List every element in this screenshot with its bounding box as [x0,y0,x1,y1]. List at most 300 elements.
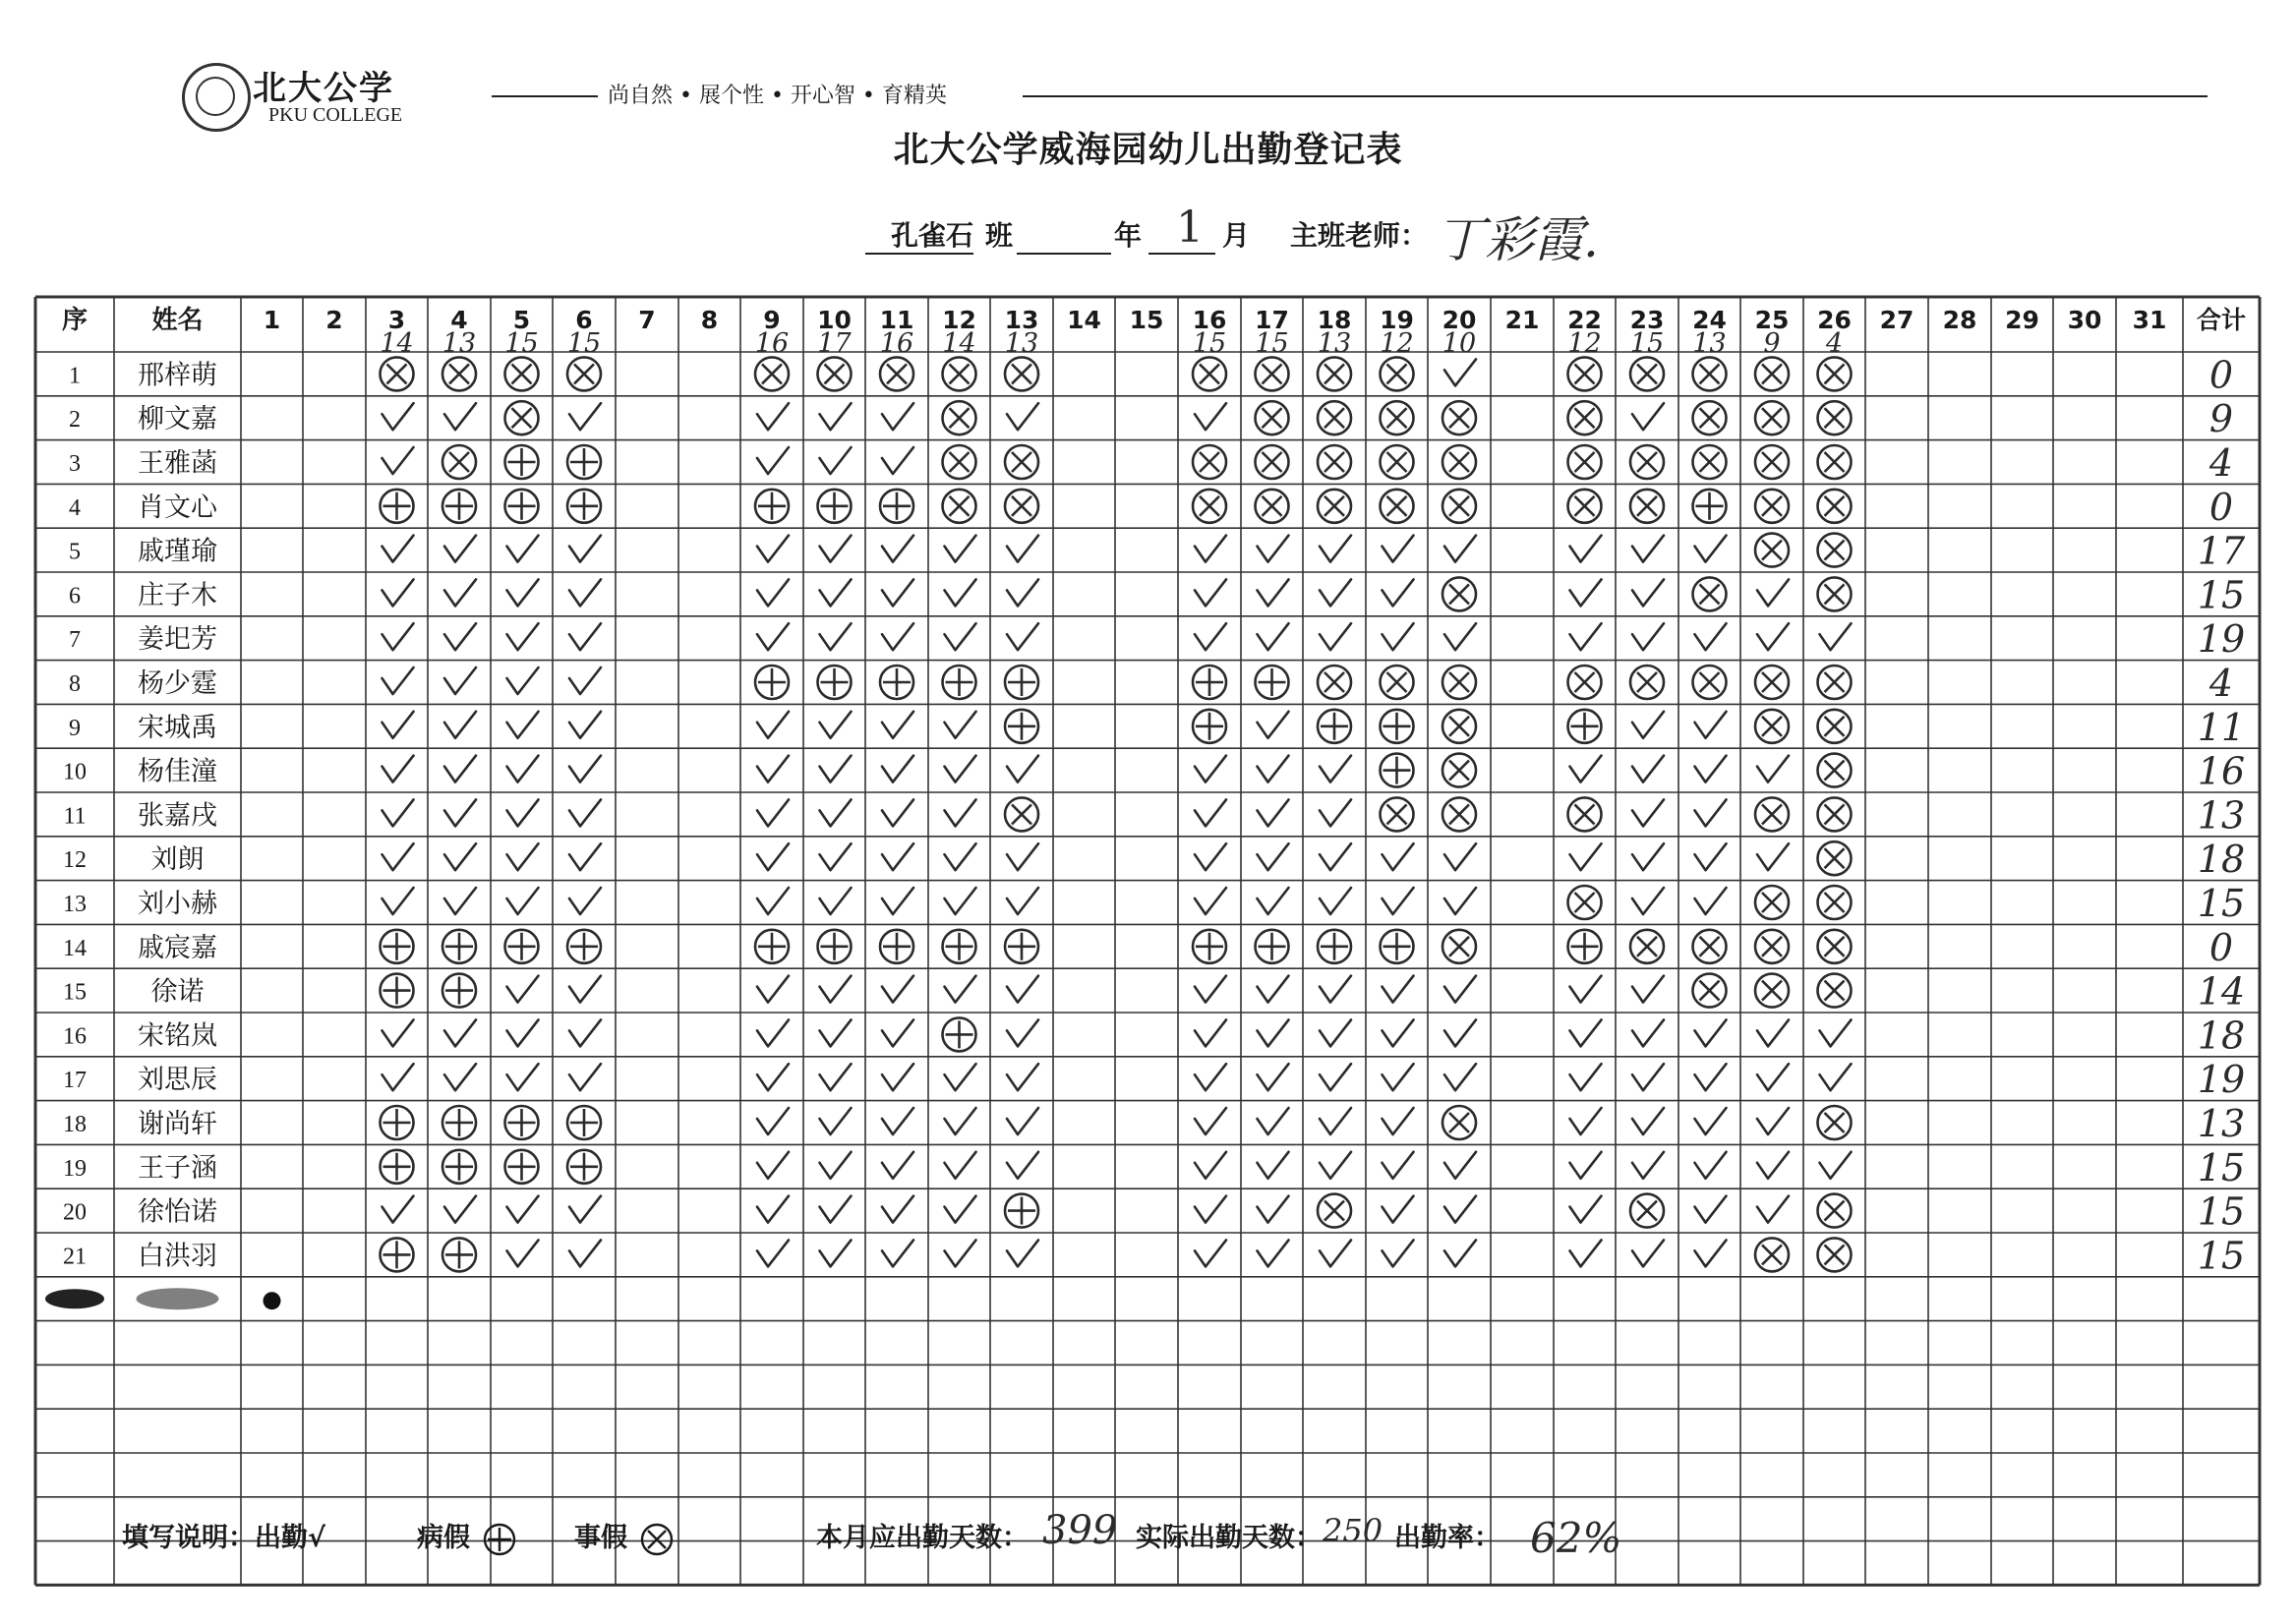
present-check-icon [444,1019,476,1046]
present-check-icon [1757,1152,1789,1179]
personal-leave-icon [1755,974,1789,1008]
present-check-icon [757,756,789,783]
student-name: 柳文嘉 [138,404,217,435]
personal-leave-icon [1381,357,1414,390]
present-check-icon [882,799,913,826]
personal-leave-icon [1442,666,1476,699]
sick-leave-icon [381,1238,414,1271]
present-check-icon [1695,1108,1727,1134]
redaction-mark [137,1288,219,1309]
personal-leave-icon [1005,490,1038,523]
present-check-icon [1757,1019,1789,1046]
present-check-icon [1632,1108,1664,1134]
personal-leave-icon [1318,490,1351,523]
header-day: 20 [1442,306,1477,334]
present-check-icon [757,403,789,430]
present-check-icon [569,623,601,650]
daily-count: 15 [504,328,539,359]
personal-leave-icon [1442,401,1476,435]
header-total: 合计 [2196,306,2247,334]
present-check-icon [1258,1196,1289,1223]
present-check-icon [383,403,414,430]
personal-leave-icon [1693,357,1727,390]
present-check-icon [945,712,976,738]
present-check-icon [757,843,789,870]
student-name: 王雅菡 [138,448,217,479]
personal-leave-icon [943,445,976,479]
present-check-icon [882,1196,913,1223]
row-total: 18 [2197,838,2246,882]
present-check-icon [507,623,539,650]
present-check-icon [1258,712,1289,738]
header-day: 9 [763,306,781,334]
personal-leave-icon [1818,710,1852,743]
present-check-icon [757,447,789,474]
present-check-icon [1570,1152,1602,1179]
present-check-icon [444,799,476,826]
present-check-icon [1820,623,1852,650]
personal-leave-icon [1005,445,1038,479]
present-check-icon [1695,756,1727,783]
sick-leave-icon [442,1106,476,1139]
personal-leave-icon [1568,886,1602,919]
month-label: 月 [1222,219,1251,252]
personal-leave-icon [1630,357,1664,390]
sick-leave-icon [1568,930,1602,963]
present-check-icon [1195,1108,1226,1134]
present-check-icon [1320,1152,1351,1179]
header-day: 11 [879,306,914,334]
redaction-mark [264,1292,281,1309]
present-check-icon [1444,1064,1476,1090]
personal-leave-icon [1818,490,1852,523]
header-day: 30 [2067,306,2102,334]
personal-leave-icon [1381,445,1414,479]
row-total: 0 [2208,485,2234,529]
present-check-icon [1007,1108,1038,1134]
present-check-icon [945,1108,976,1134]
present-check-icon [945,799,976,826]
sick-leave-icon [943,1017,976,1051]
present-check-icon [1632,1064,1664,1090]
present-check-icon [569,799,601,826]
header-day: 21 [1504,306,1540,334]
present-check-icon [882,712,913,738]
present-check-icon [1320,536,1351,562]
present-check-icon [1007,403,1038,430]
student-name: 戚宸嘉 [138,932,217,963]
present-check-icon [1258,976,1289,1003]
student-name: 邢梓萌 [138,360,217,391]
present-check-icon [945,536,976,562]
present-check-icon [1695,1019,1727,1046]
personal-leave-icon [1818,666,1852,699]
personal-leave-icon [1818,930,1852,963]
present-check-icon [1444,1019,1476,1046]
personal-leave-icon [1755,930,1789,963]
present-check-icon [444,1064,476,1090]
sick-leave-icon [1005,1194,1038,1228]
personal-leave-icon [1381,401,1414,435]
attendance-rate-label: 出勤率： [1394,1523,1501,1553]
present-check-icon [882,623,913,650]
row-total: 11 [2197,705,2246,749]
personal-leave-icon [1568,797,1602,831]
sick-leave-icon [381,1106,414,1139]
sick-leave-icon [755,490,789,523]
present-check-icon [820,403,852,430]
present-check-icon [1195,1152,1226,1179]
present-check-icon [1632,1152,1664,1179]
present-check-icon [1195,623,1226,650]
present-check-icon [945,843,976,870]
header-day: 29 [2005,306,2039,334]
present-check-icon [1258,1152,1289,1179]
present-check-icon [1444,536,1476,562]
present-check-icon [1320,1064,1351,1090]
header-day: 7 [638,306,656,334]
present-check-icon [882,756,913,783]
row-number: 1 [69,363,81,389]
personal-leave-icon [1755,797,1789,831]
present-check-icon [820,623,852,650]
present-check-icon [444,888,476,914]
present-check-icon [945,623,976,650]
present-check-icon [1632,976,1664,1003]
present-check-icon [1632,712,1664,738]
present-check-icon [569,1196,601,1223]
present-check-icon [1632,579,1664,606]
legend-sick-label: 病假 [417,1523,470,1553]
personal-leave-icon [1818,577,1852,610]
personal-leave-icon [1818,357,1852,390]
sick-leave-icon [1381,710,1414,743]
personal-leave-icon [1005,797,1038,831]
daily-count: 13 [1317,328,1352,359]
row-number: 3 [69,451,81,477]
personal-leave-icon [1256,445,1289,479]
expected-days-value: 399 [1042,1508,1118,1553]
personal-leave-icon [1568,357,1602,390]
present-check-icon [882,976,913,1003]
present-check-icon [507,1196,539,1223]
daily-count: 9 [1763,328,1781,359]
present-check-icon [1695,1196,1727,1223]
personal-leave-icon [1693,445,1727,479]
present-check-icon [507,579,539,606]
daily-count: 14 [380,328,414,359]
student-name: 白洪羽 [138,1241,217,1272]
personal-leave-icon [1256,357,1289,390]
header-day: 17 [1255,306,1289,334]
row-total: 13 [2197,793,2246,838]
sick-leave-icon [505,1106,539,1139]
present-check-icon [1695,536,1727,562]
slogan-text: 尚自然 • 展个性 • 开心智 • 育精英 [602,79,953,109]
sick-leave-icon [483,1523,516,1556]
present-check-icon [1757,1064,1789,1090]
present-check-icon [1320,623,1351,650]
present-check-icon [1757,1108,1789,1134]
personal-leave-icon [1693,974,1727,1008]
present-check-icon [820,536,852,562]
personal-leave-icon [1818,401,1852,435]
personal-leave-icon [1442,577,1476,610]
daily-count: 14 [942,328,976,359]
personal-leave-icon [1568,490,1602,523]
present-check-icon [1195,1196,1226,1223]
personal-leave-icon [943,401,976,435]
row-number: 21 [63,1244,87,1270]
present-check-icon [882,1108,913,1134]
present-check-icon [882,1019,913,1046]
header-day: 25 [1754,306,1790,334]
present-check-icon [945,1064,976,1090]
row-total: 0 [2208,925,2234,969]
present-check-icon [1383,843,1414,870]
present-check-icon [1320,976,1351,1003]
present-check-icon [820,1064,852,1090]
present-check-icon [882,536,913,562]
student-name: 徐诺 [150,976,205,1008]
present-check-icon [820,1196,852,1223]
sick-leave-icon [505,1150,539,1184]
present-check-icon [1383,976,1414,1003]
personal-leave-icon [1630,666,1664,699]
present-check-icon [757,888,789,914]
personal-leave-icon [943,490,976,523]
present-check-icon [820,756,852,783]
personal-leave-icon [1381,797,1414,831]
header-day: 12 [942,306,976,334]
present-check-icon [820,799,852,826]
present-check-icon [1632,888,1664,914]
present-check-icon [882,888,913,914]
present-check-icon [1570,1196,1602,1223]
personal-leave-icon [1693,930,1727,963]
personal-leave-icon [1318,666,1351,699]
daily-count: 12 [1567,328,1602,359]
sick-leave-icon [818,930,852,963]
present-check-icon [383,1019,414,1046]
daily-count: 15 [566,328,602,359]
redaction-mark [45,1289,104,1308]
present-check-icon [1570,623,1602,650]
present-check-icon [1695,888,1727,914]
header-day: 28 [1942,306,1977,334]
personal-leave-icon [1256,401,1289,435]
present-check-icon [1820,1152,1852,1179]
personal-leave-icon [818,357,852,390]
month-value: 1 [1176,203,1204,253]
row-total: 17 [2197,529,2246,573]
present-check-icon [1695,1064,1727,1090]
present-check-icon [383,799,414,826]
present-check-icon [1570,976,1602,1003]
present-check-icon [383,712,414,738]
present-check-icon [444,403,476,430]
row-number: 18 [63,1112,87,1137]
present-check-icon [569,843,601,870]
header-index: 序 [61,306,88,335]
present-check-icon [1383,1152,1414,1179]
sick-leave-icon [505,445,539,479]
personal-leave-icon [1568,445,1602,479]
row-number: 6 [69,583,81,609]
row-number: 16 [63,1023,87,1050]
present-check-icon [383,756,414,783]
class-label: 班 [985,219,1014,252]
personal-leave-icon [1442,490,1476,523]
present-check-icon [1320,799,1351,826]
row-total: 14 [2197,969,2246,1014]
present-check-icon [1195,888,1226,914]
logo-chinese-name: 北大公学 [253,69,394,108]
legend-personal [574,1516,674,1556]
present-check-icon [507,712,539,738]
present-check-icon [1695,1152,1727,1179]
present-check-icon [569,667,601,694]
present-check-icon [507,888,539,914]
present-check-icon [1820,1019,1852,1046]
personal-leave-icon [442,445,476,479]
daily-count: 10 [1442,328,1477,359]
header-name: 姓名 [151,306,204,335]
present-check-icon [945,579,976,606]
present-check-icon [1007,756,1038,783]
present-check-icon [757,579,789,606]
header-day: 27 [1879,306,1914,334]
present-check-icon [1195,1019,1226,1046]
present-check-icon [1695,1240,1727,1266]
personal-leave-icon [1442,1106,1476,1139]
present-check-icon [507,536,539,562]
sick-leave-icon [1005,710,1038,743]
sick-leave-icon [567,490,601,523]
present-check-icon [1007,1019,1038,1046]
sick-leave-icon [755,930,789,963]
present-check-icon [1195,756,1226,783]
header-day: 24 [1692,306,1727,334]
row-total: 18 [2197,1014,2246,1058]
personal-leave-icon [1755,886,1789,919]
present-check-icon [945,888,976,914]
sick-leave-icon [1193,666,1226,699]
personal-leave-icon [1818,841,1852,875]
present-check-icon [444,843,476,870]
present-check-icon [507,1019,539,1046]
sick-leave-icon [1381,930,1414,963]
present-check-icon [1007,843,1038,870]
present-check-icon [1444,1196,1476,1223]
personal-leave-icon [1630,490,1664,523]
personal-leave-icon [1568,666,1602,699]
present-check-icon [1258,843,1289,870]
personal-leave-icon [1818,886,1852,919]
present-check-icon [1383,579,1414,606]
student-name: 肖文心 [138,492,217,523]
present-check-icon [507,756,539,783]
sick-leave-icon [381,490,414,523]
present-check-icon [1383,1019,1414,1046]
present-check-icon [757,1064,789,1090]
personal-leave-icon [1442,754,1476,787]
student-name: 宋城禹 [138,712,217,743]
present-check-icon [1695,623,1727,650]
present-check-icon [945,976,976,1003]
present-check-icon [1320,756,1351,783]
present-check-icon [1570,1240,1602,1266]
sick-leave-icon [505,930,539,963]
present-check-icon [757,1152,789,1179]
header-day: 3 [387,306,406,334]
present-check-icon [1195,536,1226,562]
present-check-icon [1757,579,1789,606]
present-check-icon [569,536,601,562]
sick-leave-icon [943,666,976,699]
personal-leave-icon [1005,357,1038,390]
present-check-icon [1632,536,1664,562]
daily-count: 13 [442,328,477,359]
sick-leave-icon [1256,666,1289,699]
present-check-icon [1195,1240,1226,1266]
personal-leave-icon [1630,930,1664,963]
personal-leave-icon [1755,1238,1789,1271]
present-check-icon [1632,843,1664,870]
present-check-icon [1007,1064,1038,1090]
row-number: 8 [69,671,81,697]
present-check-icon [507,1240,539,1266]
personal-leave-icon [1381,490,1414,523]
sick-leave-icon [943,930,976,963]
class-name: 孔雀石 [891,219,974,252]
present-check-icon [820,579,852,606]
student-name: 杨佳潼 [138,756,217,787]
sick-leave-icon [567,930,601,963]
present-check-icon [1258,623,1289,650]
present-check-icon [757,623,789,650]
personal-leave-icon [1693,666,1727,699]
logo-english-name: PKU COLLEGE [268,104,403,126]
sick-leave-icon [818,490,852,523]
personal-leave-icon [1256,490,1289,523]
personal-leave-icon [1630,445,1664,479]
sick-leave-icon [567,1150,601,1184]
present-check-icon [383,1064,414,1090]
present-check-icon [444,756,476,783]
present-check-icon [1570,1108,1602,1134]
row-number: 7 [69,627,81,654]
present-check-icon [945,1196,976,1223]
present-check-icon [1258,579,1289,606]
header-day: 8 [700,306,719,334]
present-check-icon [1320,579,1351,606]
personal-leave-icon [505,401,539,435]
sick-leave-icon [880,930,913,963]
present-check-icon [569,1064,601,1090]
present-check-icon [569,1019,601,1046]
present-check-icon [1632,799,1664,826]
sick-leave-icon [442,490,476,523]
header-day: 1 [263,306,281,334]
present-check-icon [1695,799,1727,826]
student-name: 王子涵 [138,1152,217,1184]
year-label: 年 [1114,219,1143,252]
present-check-icon [882,579,913,606]
header-day: 18 [1317,306,1352,334]
personal-leave-icon [1442,445,1476,479]
personal-leave-icon [1318,357,1351,390]
